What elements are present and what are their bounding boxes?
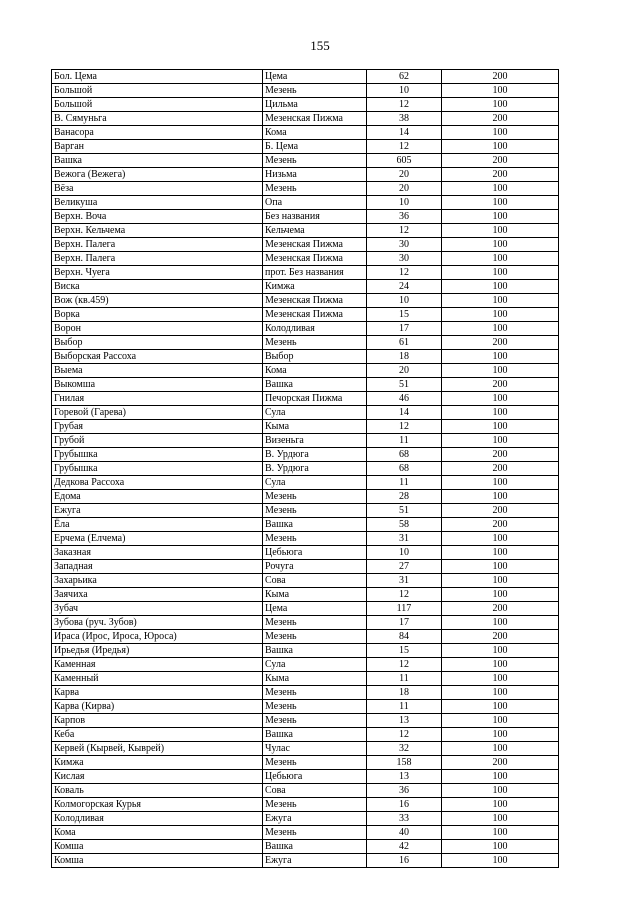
length-cell: 28 <box>367 490 442 504</box>
zone-width-cell: 100 <box>442 714 559 728</box>
zone-width-cell: 200 <box>442 378 559 392</box>
zone-width-cell: 100 <box>442 266 559 280</box>
length-cell: 31 <box>367 574 442 588</box>
receiving-river-cell: Кыма <box>263 588 367 602</box>
river-name-cell: Ворка <box>52 308 263 322</box>
receiving-river-cell: Мезень <box>263 630 367 644</box>
length-cell: 18 <box>367 686 442 700</box>
table-row <box>52 196 559 210</box>
table-row <box>52 140 559 154</box>
length-cell: 12 <box>367 420 442 434</box>
receiving-river-cell: Мезень <box>263 504 367 518</box>
zone-width-cell: 100 <box>442 826 559 840</box>
length-cell: 32 <box>367 742 442 756</box>
table-row <box>52 532 559 546</box>
length-cell: 18 <box>367 350 442 364</box>
table-row <box>52 350 559 364</box>
table-row <box>52 812 559 826</box>
river-name-cell: Гнилая <box>52 392 263 406</box>
zone-width-cell: 100 <box>442 672 559 686</box>
length-cell: 36 <box>367 210 442 224</box>
table-row <box>52 686 559 700</box>
table-row <box>52 168 559 182</box>
length-cell: 38 <box>367 112 442 126</box>
table-row <box>52 742 559 756</box>
length-cell: 13 <box>367 714 442 728</box>
river-name-cell: Верхн. Палега <box>52 238 263 252</box>
table-row <box>52 336 559 350</box>
zone-width-cell: 200 <box>442 70 559 84</box>
zone-width-cell: 100 <box>442 658 559 672</box>
table-row <box>52 476 559 490</box>
table-row <box>52 490 559 504</box>
river-name-cell: Вёза <box>52 182 263 196</box>
zone-width-cell: 100 <box>442 434 559 448</box>
river-name-cell: Каменный <box>52 672 263 686</box>
river-name-cell: Выбор <box>52 336 263 350</box>
zone-width-cell: 100 <box>442 560 559 574</box>
receiving-river-cell: Кыма <box>263 672 367 686</box>
river-name-cell: Грубой <box>52 434 263 448</box>
receiving-river-cell: Мезенская Пижма <box>263 252 367 266</box>
zone-width-cell: 200 <box>442 602 559 616</box>
table-row <box>52 98 559 112</box>
river-name-cell: Ираса (Ирос, Ироса, Юроса) <box>52 630 263 644</box>
receiving-river-cell: Ежуга <box>263 854 367 868</box>
table-row <box>52 616 559 630</box>
zone-width-cell: 200 <box>442 462 559 476</box>
zone-width-cell: 100 <box>442 210 559 224</box>
length-cell: 68 <box>367 462 442 476</box>
table-row <box>52 308 559 322</box>
receiving-river-cell: Мезень <box>263 532 367 546</box>
receiving-river-cell: Кимжа <box>263 280 367 294</box>
zone-width-cell: 100 <box>442 350 559 364</box>
table-row <box>52 448 559 462</box>
zone-width-cell: 100 <box>442 98 559 112</box>
length-cell: 84 <box>367 630 442 644</box>
table-row <box>52 70 559 84</box>
zone-width-cell: 100 <box>442 854 559 868</box>
river-name-cell: Ёла <box>52 518 263 532</box>
river-name-cell: Ерчема (Елчема) <box>52 532 263 546</box>
receiving-river-cell: Мезень <box>263 616 367 630</box>
length-cell: 158 <box>367 756 442 770</box>
table-row <box>52 154 559 168</box>
zone-width-cell: 100 <box>442 84 559 98</box>
river-name-cell: Ирьедья (Иредья) <box>52 644 263 658</box>
river-name-cell: Большой <box>52 98 263 112</box>
river-name-cell: Вашка <box>52 154 263 168</box>
river-name-cell: Заказная <box>52 546 263 560</box>
zone-width-cell: 100 <box>442 532 559 546</box>
receiving-river-cell: Мезень <box>263 154 367 168</box>
length-cell: 17 <box>367 616 442 630</box>
table-row <box>52 252 559 266</box>
table-row <box>52 364 559 378</box>
receiving-river-cell: Ежуга <box>263 812 367 826</box>
receiving-river-cell: Мезень <box>263 490 367 504</box>
rivers-table <box>51 69 559 868</box>
table-row <box>52 378 559 392</box>
zone-width-cell: 200 <box>442 168 559 182</box>
receiving-river-cell: Сула <box>263 406 367 420</box>
zone-width-cell: 100 <box>442 770 559 784</box>
receiving-river-cell: Выбор <box>263 350 367 364</box>
receiving-river-cell: Мезень <box>263 182 367 196</box>
zone-width-cell: 200 <box>442 154 559 168</box>
river-name-cell: Зубач <box>52 602 263 616</box>
length-cell: 16 <box>367 798 442 812</box>
zone-width-cell: 100 <box>442 476 559 490</box>
zone-width-cell: 100 <box>442 308 559 322</box>
length-cell: 62 <box>367 70 442 84</box>
length-cell: 14 <box>367 126 442 140</box>
table-row <box>52 560 559 574</box>
table-row <box>52 574 559 588</box>
receiving-river-cell: прот. Без названия <box>263 266 367 280</box>
length-cell: 10 <box>367 196 442 210</box>
length-cell: 51 <box>367 504 442 518</box>
length-cell: 33 <box>367 812 442 826</box>
river-name-cell: Бол. Цема <box>52 70 263 84</box>
river-name-cell: Выкомша <box>52 378 263 392</box>
receiving-river-cell: Мезень <box>263 798 367 812</box>
zone-width-cell: 100 <box>442 546 559 560</box>
receiving-river-cell: Мезень <box>263 336 367 350</box>
length-cell: 12 <box>367 98 442 112</box>
receiving-river-cell: Кома <box>263 364 367 378</box>
table-row <box>52 126 559 140</box>
river-name-cell: Карва (Кирва) <box>52 700 263 714</box>
zone-width-cell: 100 <box>442 686 559 700</box>
river-name-cell: Великуша <box>52 196 263 210</box>
table-row <box>52 322 559 336</box>
river-name-cell: Верхн. Воча <box>52 210 263 224</box>
river-name-cell: Зубова (руч. Зубов) <box>52 616 263 630</box>
zone-width-cell: 100 <box>442 798 559 812</box>
receiving-river-cell: Мезенская Пижма <box>263 238 367 252</box>
table-row <box>52 630 559 644</box>
table-row <box>52 658 559 672</box>
receiving-river-cell: Вашка <box>263 644 367 658</box>
receiving-river-cell: Цебьюга <box>263 770 367 784</box>
receiving-river-cell: Вашка <box>263 378 367 392</box>
length-cell: 10 <box>367 546 442 560</box>
length-cell: 10 <box>367 84 442 98</box>
receiving-river-cell: Вашка <box>263 840 367 854</box>
river-name-cell: Кеба <box>52 728 263 742</box>
length-cell: 20 <box>367 182 442 196</box>
length-cell: 61 <box>367 336 442 350</box>
zone-width-cell: 100 <box>442 574 559 588</box>
table-row <box>52 504 559 518</box>
table-row <box>52 112 559 126</box>
river-name-cell: Комша <box>52 854 263 868</box>
length-cell: 51 <box>367 378 442 392</box>
receiving-river-cell: Цема <box>263 70 367 84</box>
receiving-river-cell: Визеньга <box>263 434 367 448</box>
table-row <box>52 756 559 770</box>
receiving-river-cell: Б. Цема <box>263 140 367 154</box>
zone-width-cell: 100 <box>442 784 559 798</box>
zone-width-cell: 100 <box>442 588 559 602</box>
river-name-cell: Кервей (Кырвей, Кыврей) <box>52 742 263 756</box>
length-cell: 605 <box>367 154 442 168</box>
receiving-river-cell: В. Урдюга <box>263 462 367 476</box>
river-name-cell: Грубышка <box>52 462 263 476</box>
length-cell: 15 <box>367 644 442 658</box>
zone-width-cell: 100 <box>442 728 559 742</box>
table-row <box>52 826 559 840</box>
length-cell: 14 <box>367 406 442 420</box>
river-name-cell: Верхн. Чуега <box>52 266 263 280</box>
river-name-cell: Каменная <box>52 658 263 672</box>
river-name-cell: Кимжа <box>52 756 263 770</box>
receiving-river-cell: Мезень <box>263 700 367 714</box>
river-name-cell: Коваль <box>52 784 263 798</box>
zone-width-cell: 100 <box>442 252 559 266</box>
receiving-river-cell: Кельчема <box>263 224 367 238</box>
length-cell: 30 <box>367 238 442 252</box>
river-name-cell: Кислая <box>52 770 263 784</box>
receiving-river-cell: Рочуга <box>263 560 367 574</box>
length-cell: 68 <box>367 448 442 462</box>
zone-width-cell: 200 <box>442 756 559 770</box>
table-row <box>52 798 559 812</box>
table-row <box>52 434 559 448</box>
river-name-cell: Виска <box>52 280 263 294</box>
receiving-river-cell: Мезень <box>263 84 367 98</box>
receiving-river-cell: Колодливая <box>263 322 367 336</box>
table-row <box>52 266 559 280</box>
river-name-cell: Едома <box>52 490 263 504</box>
table-row <box>52 294 559 308</box>
zone-width-cell: 200 <box>442 630 559 644</box>
length-cell: 11 <box>367 434 442 448</box>
river-name-cell: Ворон <box>52 322 263 336</box>
receiving-river-cell: Без названия <box>263 210 367 224</box>
zone-width-cell: 100 <box>442 700 559 714</box>
zone-width-cell: 200 <box>442 504 559 518</box>
river-name-cell: Выборская Рассоха <box>52 350 263 364</box>
zone-width-cell: 100 <box>442 392 559 406</box>
length-cell: 24 <box>367 280 442 294</box>
table-body <box>52 70 559 868</box>
river-name-cell: В. Сямуньга <box>52 112 263 126</box>
table-row <box>52 770 559 784</box>
zone-width-cell: 100 <box>442 182 559 196</box>
length-cell: 12 <box>367 658 442 672</box>
receiving-river-cell: Цема <box>263 602 367 616</box>
receiving-river-cell: Сула <box>263 658 367 672</box>
table-row <box>52 210 559 224</box>
river-name-cell: Западная <box>52 560 263 574</box>
receiving-river-cell: Мезенская Пижма <box>263 294 367 308</box>
river-name-cell: Кома <box>52 826 263 840</box>
receiving-river-cell: Вашка <box>263 728 367 742</box>
zone-width-cell: 200 <box>442 448 559 462</box>
receiving-river-cell: Сула <box>263 476 367 490</box>
length-cell: 58 <box>367 518 442 532</box>
river-name-cell: Большой <box>52 84 263 98</box>
river-name-cell: Колмогорская Курья <box>52 798 263 812</box>
receiving-river-cell: Мезенская Пижма <box>263 112 367 126</box>
table-row <box>52 462 559 476</box>
river-name-cell: Горевой (Гарева) <box>52 406 263 420</box>
river-name-cell: Дедкова Рассоха <box>52 476 263 490</box>
receiving-river-cell: Вашка <box>263 518 367 532</box>
zone-width-cell: 100 <box>442 742 559 756</box>
zone-width-cell: 100 <box>442 490 559 504</box>
receiving-river-cell: Сова <box>263 574 367 588</box>
river-name-cell: Грубышка <box>52 448 263 462</box>
length-cell: 11 <box>367 476 442 490</box>
river-name-cell: Заячиха <box>52 588 263 602</box>
table-row <box>52 714 559 728</box>
zone-width-cell: 100 <box>442 126 559 140</box>
river-name-cell: Вежога (Вежега) <box>52 168 263 182</box>
receiving-river-cell: Мезенская Пижма <box>263 308 367 322</box>
length-cell: 12 <box>367 140 442 154</box>
table-row <box>52 728 559 742</box>
receiving-river-cell: Сова <box>263 784 367 798</box>
zone-width-cell: 100 <box>442 294 559 308</box>
zone-width-cell: 100 <box>442 644 559 658</box>
table-row <box>52 854 559 868</box>
table-row <box>52 644 559 658</box>
table-row <box>52 784 559 798</box>
river-name-cell: Вож (кв.459) <box>52 294 263 308</box>
length-cell: 13 <box>367 770 442 784</box>
receiving-river-cell: Кома <box>263 126 367 140</box>
receiving-river-cell: Цебьюга <box>263 546 367 560</box>
zone-width-cell: 100 <box>442 196 559 210</box>
length-cell: 12 <box>367 728 442 742</box>
zone-width-cell: 100 <box>442 420 559 434</box>
table-row <box>52 406 559 420</box>
receiving-river-cell: Мезень <box>263 714 367 728</box>
zone-width-cell: 100 <box>442 364 559 378</box>
length-cell: 31 <box>367 532 442 546</box>
zone-width-cell: 100 <box>442 140 559 154</box>
length-cell: 117 <box>367 602 442 616</box>
river-name-cell: Грубая <box>52 420 263 434</box>
table-row <box>52 280 559 294</box>
length-cell: 30 <box>367 252 442 266</box>
zone-width-cell: 200 <box>442 112 559 126</box>
zone-width-cell: 100 <box>442 238 559 252</box>
length-cell: 11 <box>367 672 442 686</box>
river-name-cell: Верхн. Палега <box>52 252 263 266</box>
zone-width-cell: 100 <box>442 840 559 854</box>
table-row <box>52 420 559 434</box>
length-cell: 12 <box>367 224 442 238</box>
length-cell: 15 <box>367 308 442 322</box>
zone-width-cell: 100 <box>442 322 559 336</box>
receiving-river-cell: Кыма <box>263 420 367 434</box>
river-name-cell: Варган <box>52 140 263 154</box>
table-row <box>52 672 559 686</box>
river-name-cell: Колодливая <box>52 812 263 826</box>
receiving-river-cell: В. Урдюга <box>263 448 367 462</box>
river-name-cell: Карпов <box>52 714 263 728</box>
table-row <box>52 392 559 406</box>
river-name-cell: Ежуга <box>52 504 263 518</box>
table-row <box>52 238 559 252</box>
table-row <box>52 84 559 98</box>
length-cell: 20 <box>367 168 442 182</box>
length-cell: 20 <box>367 364 442 378</box>
zone-width-cell: 100 <box>442 406 559 420</box>
table-row <box>52 700 559 714</box>
receiving-river-cell: Цильма <box>263 98 367 112</box>
length-cell: 17 <box>367 322 442 336</box>
river-name-cell: Ванасора <box>52 126 263 140</box>
length-cell: 16 <box>367 854 442 868</box>
receiving-river-cell: Мезень <box>263 826 367 840</box>
river-name-cell: Комша <box>52 840 263 854</box>
zone-width-cell: 100 <box>442 280 559 294</box>
table-row <box>52 602 559 616</box>
length-cell: 11 <box>367 700 442 714</box>
zone-width-cell: 100 <box>442 616 559 630</box>
table-row <box>52 224 559 238</box>
receiving-river-cell: Печорская Пижма <box>263 392 367 406</box>
receiving-river-cell: Низьма <box>263 168 367 182</box>
table-row <box>52 546 559 560</box>
zone-width-cell: 100 <box>442 812 559 826</box>
page-number: 155 <box>310 38 330 53</box>
length-cell: 12 <box>367 266 442 280</box>
receiving-river-cell: Мезень <box>263 686 367 700</box>
receiving-river-cell: Опа <box>263 196 367 210</box>
length-cell: 40 <box>367 826 442 840</box>
table-row <box>52 518 559 532</box>
zone-width-cell: 100 <box>442 224 559 238</box>
river-name-cell: Захарьика <box>52 574 263 588</box>
length-cell: 36 <box>367 784 442 798</box>
table-row <box>52 588 559 602</box>
table-row <box>52 840 559 854</box>
length-cell: 46 <box>367 392 442 406</box>
table-row <box>52 182 559 196</box>
river-name-cell: Карва <box>52 686 263 700</box>
length-cell: 27 <box>367 560 442 574</box>
length-cell: 42 <box>367 840 442 854</box>
length-cell: 12 <box>367 588 442 602</box>
zone-width-cell: 200 <box>442 336 559 350</box>
length-cell: 10 <box>367 294 442 308</box>
river-name-cell: Верхн. Кельчема <box>52 224 263 238</box>
river-name-cell: Выема <box>52 364 263 378</box>
receiving-river-cell: Мезень <box>263 756 367 770</box>
receiving-river-cell: Чулас <box>263 742 367 756</box>
zone-width-cell: 200 <box>442 518 559 532</box>
